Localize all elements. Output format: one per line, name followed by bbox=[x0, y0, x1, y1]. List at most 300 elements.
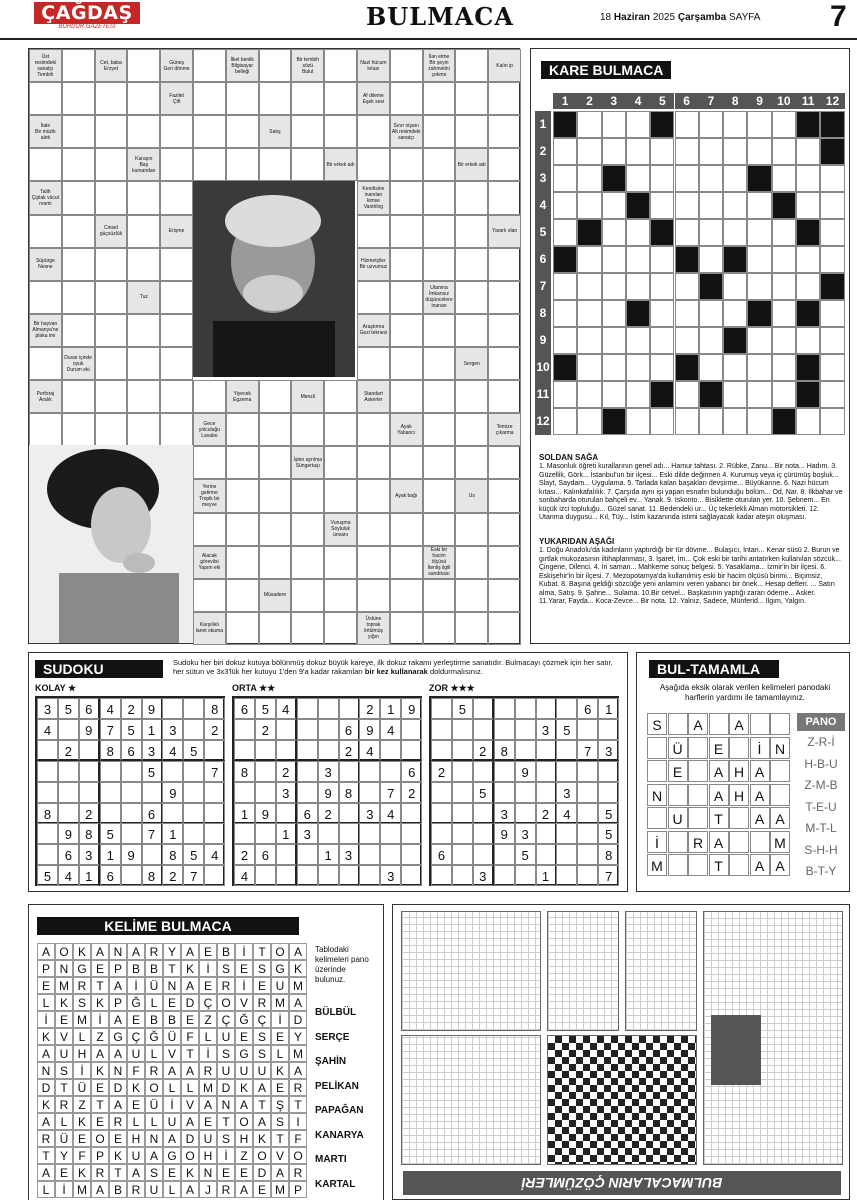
kelime-letter-cell[interactable]: K bbox=[271, 1062, 289, 1079]
kelime-letter-cell[interactable]: E bbox=[271, 1028, 289, 1045]
kare-answer-cell[interactable] bbox=[675, 111, 699, 138]
sudoku-cell[interactable] bbox=[255, 823, 276, 844]
kare-answer-cell[interactable] bbox=[699, 192, 723, 219]
crossword-answer-cell[interactable] bbox=[488, 380, 521, 413]
crossword-answer-cell[interactable] bbox=[291, 115, 324, 148]
crossword-answer-cell[interactable] bbox=[193, 115, 226, 148]
crossword-answer-cell[interactable] bbox=[62, 380, 95, 413]
sudoku-cell[interactable] bbox=[359, 865, 380, 886]
sudoku-cell[interactable] bbox=[515, 782, 536, 803]
crossword-answer-cell[interactable] bbox=[390, 148, 423, 181]
crossword-answer-cell[interactable] bbox=[455, 380, 488, 413]
kelime-letter-cell[interactable]: E bbox=[37, 977, 55, 994]
kelime-letter-cell[interactable]: L bbox=[37, 1181, 55, 1198]
kare-answer-cell[interactable] bbox=[650, 408, 674, 435]
crossword-answer-cell[interactable] bbox=[390, 248, 423, 281]
crossword-answer-cell[interactable] bbox=[455, 82, 488, 115]
kelime-letter-cell[interactable]: S bbox=[73, 994, 91, 1011]
crossword-answer-cell[interactable] bbox=[357, 479, 390, 512]
crossword-answer-cell[interactable] bbox=[488, 115, 521, 148]
crossword-answer-cell[interactable] bbox=[488, 314, 521, 347]
kelime-letter-cell[interactable]: T bbox=[181, 1045, 199, 1062]
crossword-answer-cell[interactable] bbox=[193, 579, 226, 612]
crossword-answer-cell[interactable] bbox=[95, 148, 128, 181]
sudoku-cell[interactable] bbox=[494, 844, 515, 865]
crossword-answer-cell[interactable] bbox=[357, 579, 390, 612]
sudoku-cell[interactable] bbox=[276, 719, 297, 740]
sudoku-cell[interactable] bbox=[515, 719, 536, 740]
sudoku-cell[interactable] bbox=[536, 740, 557, 761]
crossword-answer-cell[interactable] bbox=[226, 82, 259, 115]
kelime-letter-cell[interactable]: A bbox=[271, 1164, 289, 1181]
kelime-letter-cell[interactable]: A bbox=[145, 1147, 163, 1164]
sudoku-cell[interactable] bbox=[339, 823, 360, 844]
bul-tamamla-cell[interactable] bbox=[668, 784, 688, 806]
kelime-letter-cell[interactable]: U bbox=[217, 1028, 235, 1045]
kelime-letter-cell[interactable]: V bbox=[271, 1147, 289, 1164]
kare-answer-cell[interactable] bbox=[723, 381, 747, 408]
kare-answer-cell[interactable] bbox=[650, 192, 674, 219]
kare-answer-cell[interactable] bbox=[602, 381, 626, 408]
sudoku-cell[interactable] bbox=[204, 803, 225, 824]
kelime-letter-cell[interactable]: E bbox=[163, 1164, 181, 1181]
sudoku-cell[interactable] bbox=[473, 844, 494, 865]
kelime-letter-cell[interactable]: R bbox=[289, 1164, 307, 1181]
crossword-answer-cell[interactable] bbox=[259, 148, 292, 181]
kelime-letter-cell[interactable]: D bbox=[217, 1079, 235, 1096]
bul-tamamla-cell[interactable] bbox=[688, 760, 708, 782]
bul-tamamla-cell[interactable] bbox=[688, 807, 708, 829]
sudoku-cell[interactable] bbox=[515, 740, 536, 761]
kelime-letter-cell[interactable]: S bbox=[217, 1045, 235, 1062]
sudoku-cell[interactable] bbox=[452, 803, 473, 824]
kelime-letter-cell[interactable]: A bbox=[127, 1164, 145, 1181]
crossword-answer-cell[interactable] bbox=[127, 380, 160, 413]
kelime-letter-cell[interactable]: İ bbox=[127, 977, 145, 994]
sudoku-cell[interactable] bbox=[452, 844, 473, 865]
kelime-letter-cell[interactable]: M bbox=[271, 1181, 289, 1198]
sudoku-cell[interactable] bbox=[380, 844, 401, 865]
crossword-answer-cell[interactable] bbox=[423, 380, 456, 413]
kelime-letter-cell[interactable]: D bbox=[37, 1079, 55, 1096]
crossword-answer-cell[interactable] bbox=[259, 479, 292, 512]
kelime-letter-cell[interactable]: K bbox=[235, 1079, 253, 1096]
kelime-letter-cell[interactable]: R bbox=[109, 1113, 127, 1130]
crossword-answer-cell[interactable] bbox=[488, 181, 521, 214]
sudoku-cell[interactable] bbox=[276, 844, 297, 865]
crossword-answer-cell[interactable] bbox=[488, 612, 521, 645]
kelime-letter-cell[interactable]: K bbox=[73, 943, 91, 960]
kelime-letter-cell[interactable]: K bbox=[73, 1164, 91, 1181]
crossword-answer-cell[interactable] bbox=[488, 82, 521, 115]
crossword-answer-cell[interactable] bbox=[259, 82, 292, 115]
kelime-letter-cell[interactable]: F bbox=[289, 1130, 307, 1147]
sudoku-cell[interactable] bbox=[556, 823, 577, 844]
crossword-answer-cell[interactable] bbox=[259, 413, 292, 446]
kelime-letter-cell[interactable]: S bbox=[253, 1028, 271, 1045]
crossword-answer-cell[interactable] bbox=[455, 546, 488, 579]
kelime-letter-cell[interactable]: T bbox=[253, 943, 271, 960]
crossword-answer-cell[interactable] bbox=[324, 413, 357, 446]
sudoku-cell[interactable] bbox=[339, 865, 360, 886]
kelime-letter-cell[interactable]: N bbox=[145, 1130, 163, 1147]
crossword-answer-cell[interactable] bbox=[259, 612, 292, 645]
kelime-letter-cell[interactable]: Y bbox=[289, 1028, 307, 1045]
sudoku-cell[interactable] bbox=[121, 865, 142, 886]
sudoku-cell[interactable] bbox=[318, 740, 339, 761]
sudoku-cell[interactable] bbox=[37, 782, 58, 803]
crossword-answer-cell[interactable] bbox=[193, 148, 226, 181]
crossword-answer-cell[interactable] bbox=[357, 546, 390, 579]
kelime-letter-cell[interactable]: P bbox=[109, 994, 127, 1011]
sudoku-cell[interactable] bbox=[121, 803, 142, 824]
crossword-answer-cell[interactable] bbox=[160, 314, 193, 347]
sudoku-cell[interactable] bbox=[431, 803, 452, 824]
kelime-letter-cell[interactable]: G bbox=[235, 1045, 253, 1062]
kelime-letter-cell[interactable]: L bbox=[73, 1028, 91, 1045]
kare-answer-cell[interactable] bbox=[675, 273, 699, 300]
kare-answer-cell[interactable] bbox=[723, 300, 747, 327]
sudoku-cell[interactable] bbox=[598, 719, 619, 740]
kelime-letter-cell[interactable]: L bbox=[127, 1113, 145, 1130]
sudoku-cell[interactable] bbox=[58, 761, 79, 782]
crossword-answer-cell[interactable] bbox=[95, 82, 128, 115]
crossword-answer-cell[interactable] bbox=[62, 115, 95, 148]
sudoku-cell[interactable] bbox=[359, 782, 380, 803]
sudoku-cell[interactable] bbox=[162, 698, 183, 719]
kare-answer-cell[interactable] bbox=[723, 273, 747, 300]
kare-answer-cell[interactable] bbox=[820, 219, 844, 246]
kelime-letter-cell[interactable]: R bbox=[145, 943, 163, 960]
kare-answer-cell[interactable] bbox=[820, 327, 844, 354]
kelime-letter-cell[interactable]: T bbox=[271, 1130, 289, 1147]
kare-answer-cell[interactable] bbox=[650, 354, 674, 381]
sudoku-cell[interactable] bbox=[276, 865, 297, 886]
sudoku-cell[interactable] bbox=[556, 865, 577, 886]
sudoku-cell[interactable] bbox=[577, 844, 598, 865]
crossword-answer-cell[interactable] bbox=[357, 446, 390, 479]
kare-answer-cell[interactable] bbox=[796, 165, 820, 192]
crossword-answer-cell[interactable] bbox=[62, 281, 95, 314]
sudoku-cell[interactable] bbox=[204, 740, 225, 761]
kelime-letter-cell[interactable]: Ç bbox=[199, 994, 217, 1011]
kare-answer-cell[interactable] bbox=[723, 192, 747, 219]
kelime-letter-cell[interactable]: E bbox=[55, 1164, 73, 1181]
kelime-letter-cell[interactable]: Ü bbox=[145, 1096, 163, 1113]
kelime-letter-cell[interactable]: B bbox=[163, 1011, 181, 1028]
crossword-answer-cell[interactable] bbox=[488, 248, 521, 281]
kelime-letter-cell[interactable]: Z bbox=[199, 1011, 217, 1028]
sudoku-cell[interactable] bbox=[515, 803, 536, 824]
bul-tamamla-cell[interactable] bbox=[770, 760, 790, 782]
kare-answer-cell[interactable] bbox=[626, 219, 650, 246]
kelime-letter-cell[interactable]: B bbox=[109, 1181, 127, 1198]
kelime-letter-cell[interactable]: Ç bbox=[253, 1011, 271, 1028]
kare-answer-cell[interactable] bbox=[723, 408, 747, 435]
crossword-answer-cell[interactable] bbox=[488, 579, 521, 612]
bul-tamamla-cell[interactable] bbox=[770, 784, 790, 806]
sudoku-cell[interactable] bbox=[452, 719, 473, 740]
sudoku-cell[interactable] bbox=[276, 740, 297, 761]
kare-answer-cell[interactable] bbox=[577, 408, 601, 435]
sudoku-cell[interactable] bbox=[58, 782, 79, 803]
kare-answer-cell[interactable] bbox=[675, 219, 699, 246]
crossword-answer-cell[interactable] bbox=[455, 612, 488, 645]
kare-answer-cell[interactable] bbox=[675, 300, 699, 327]
kelime-letter-cell[interactable]: R bbox=[127, 1181, 145, 1198]
kelime-letter-cell[interactable]: A bbox=[253, 1113, 271, 1130]
crossword-answer-cell[interactable] bbox=[226, 513, 259, 546]
sudoku-cell[interactable] bbox=[494, 782, 515, 803]
sudoku-cell[interactable] bbox=[556, 761, 577, 782]
sudoku-cell[interactable] bbox=[297, 782, 318, 803]
kare-answer-cell[interactable] bbox=[723, 354, 747, 381]
kelime-letter-cell[interactable]: O bbox=[145, 1079, 163, 1096]
sudoku-cell[interactable] bbox=[473, 698, 494, 719]
sudoku-cell[interactable] bbox=[183, 761, 204, 782]
sudoku-cell[interactable] bbox=[380, 740, 401, 761]
kelime-letter-cell[interactable]: H bbox=[73, 1045, 91, 1062]
kare-answer-cell[interactable] bbox=[626, 138, 650, 165]
kelime-letter-cell[interactable]: R bbox=[37, 1130, 55, 1147]
sudoku-cell[interactable] bbox=[234, 719, 255, 740]
kare-answer-cell[interactable] bbox=[699, 165, 723, 192]
kelime-letter-cell[interactable]: İ bbox=[271, 1011, 289, 1028]
kelime-letter-cell[interactable]: A bbox=[181, 1113, 199, 1130]
kelime-letter-cell[interactable]: R bbox=[289, 1079, 307, 1096]
kelime-letter-cell[interactable]: T bbox=[55, 1079, 73, 1096]
crossword-answer-cell[interactable] bbox=[291, 612, 324, 645]
kare-answer-cell[interactable] bbox=[626, 273, 650, 300]
crossword-answer-cell[interactable] bbox=[455, 513, 488, 546]
kare-answer-cell[interactable] bbox=[553, 219, 577, 246]
kelime-letter-cell[interactable]: S bbox=[217, 960, 235, 977]
kare-answer-cell[interactable] bbox=[796, 246, 820, 273]
bul-tamamla-cell[interactable] bbox=[729, 831, 749, 853]
sudoku-cell[interactable] bbox=[142, 782, 163, 803]
kare-answer-cell[interactable] bbox=[602, 327, 626, 354]
kelime-letter-cell[interactable]: M bbox=[73, 1011, 91, 1028]
crossword-answer-cell[interactable] bbox=[488, 446, 521, 479]
kare-answer-cell[interactable] bbox=[602, 138, 626, 165]
kelime-letter-cell[interactable]: K bbox=[37, 1096, 55, 1113]
kelime-letter-cell[interactable]: M bbox=[289, 1045, 307, 1062]
kare-answer-cell[interactable] bbox=[820, 165, 844, 192]
crossword-answer-cell[interactable] bbox=[160, 148, 193, 181]
sudoku-cell[interactable] bbox=[121, 761, 142, 782]
crossword-answer-cell[interactable] bbox=[488, 347, 521, 380]
crossword-answer-cell[interactable] bbox=[62, 148, 95, 181]
crossword-answer-cell[interactable] bbox=[390, 546, 423, 579]
kelime-letter-cell[interactable]: O bbox=[181, 1147, 199, 1164]
kelime-letter-cell[interactable]: B bbox=[145, 960, 163, 977]
kelime-letter-cell[interactable]: E bbox=[91, 1113, 109, 1130]
kelime-letter-cell[interactable]: Ç bbox=[217, 1011, 235, 1028]
crossword-answer-cell[interactable] bbox=[455, 281, 488, 314]
kelime-letter-cell[interactable]: T bbox=[217, 1113, 235, 1130]
sudoku-cell[interactable] bbox=[494, 719, 515, 740]
bul-tamamla-cell[interactable] bbox=[688, 737, 708, 759]
crossword-answer-cell[interactable] bbox=[455, 215, 488, 248]
sudoku-cell[interactable] bbox=[121, 782, 142, 803]
crossword-answer-cell[interactable] bbox=[62, 215, 95, 248]
kelime-letter-cell[interactable]: N bbox=[163, 977, 181, 994]
kare-answer-cell[interactable] bbox=[577, 246, 601, 273]
kare-answer-cell[interactable] bbox=[772, 354, 796, 381]
kelime-letter-cell[interactable]: A bbox=[37, 1113, 55, 1130]
kelime-letter-cell[interactable]: Z bbox=[235, 1147, 253, 1164]
kare-answer-cell[interactable] bbox=[796, 138, 820, 165]
kare-answer-cell[interactable] bbox=[772, 300, 796, 327]
sudoku-cell[interactable] bbox=[255, 740, 276, 761]
crossword-answer-cell[interactable] bbox=[259, 446, 292, 479]
crossword-answer-cell[interactable] bbox=[226, 579, 259, 612]
kelime-letter-cell[interactable]: Y bbox=[55, 1147, 73, 1164]
kelime-letter-cell[interactable]: A bbox=[235, 1096, 253, 1113]
kare-answer-cell[interactable] bbox=[650, 300, 674, 327]
crossword-answer-cell[interactable] bbox=[29, 347, 62, 380]
kelime-letter-cell[interactable]: F bbox=[181, 1028, 199, 1045]
crossword-answer-cell[interactable] bbox=[324, 49, 357, 82]
sudoku-cell[interactable] bbox=[577, 719, 598, 740]
kelime-letter-cell[interactable]: A bbox=[181, 1062, 199, 1079]
sudoku-cell[interactable] bbox=[452, 782, 473, 803]
kelime-letter-cell[interactable]: B bbox=[127, 960, 145, 977]
crossword-answer-cell[interactable] bbox=[324, 579, 357, 612]
kelime-letter-cell[interactable]: A bbox=[289, 1062, 307, 1079]
kelime-letter-cell[interactable]: J bbox=[199, 1181, 217, 1198]
kelime-letter-cell[interactable]: D bbox=[253, 1164, 271, 1181]
kare-answer-cell[interactable] bbox=[650, 246, 674, 273]
kare-answer-cell[interactable] bbox=[626, 354, 650, 381]
kelime-letter-cell[interactable]: B bbox=[145, 1011, 163, 1028]
crossword-answer-cell[interactable] bbox=[226, 115, 259, 148]
crossword-answer-cell[interactable] bbox=[127, 413, 160, 446]
crossword-answer-cell[interactable] bbox=[259, 380, 292, 413]
kelime-letter-cell[interactable]: E bbox=[163, 994, 181, 1011]
kelime-letter-cell[interactable]: B bbox=[217, 943, 235, 960]
kelime-letter-cell[interactable]: R bbox=[199, 1062, 217, 1079]
crossword-answer-cell[interactable] bbox=[357, 115, 390, 148]
sudoku-cell[interactable] bbox=[318, 865, 339, 886]
crossword-answer-cell[interactable] bbox=[259, 49, 292, 82]
sudoku-cell[interactable] bbox=[401, 865, 422, 886]
kare-answer-cell[interactable] bbox=[577, 111, 601, 138]
crossword-answer-cell[interactable] bbox=[95, 413, 128, 446]
crossword-answer-cell[interactable] bbox=[488, 281, 521, 314]
kelime-letter-cell[interactable]: L bbox=[55, 1113, 73, 1130]
crossword-answer-cell[interactable] bbox=[423, 513, 456, 546]
kelime-letter-cell[interactable]: O bbox=[55, 943, 73, 960]
kare-answer-cell[interactable] bbox=[699, 354, 723, 381]
kelime-letter-cell[interactable]: K bbox=[91, 1062, 109, 1079]
kelime-letter-cell[interactable]: A bbox=[181, 943, 199, 960]
sudoku-cell[interactable] bbox=[536, 823, 557, 844]
kelime-letter-cell[interactable]: S bbox=[145, 1164, 163, 1181]
sudoku-cell[interactable] bbox=[79, 761, 100, 782]
crossword-answer-cell[interactable] bbox=[160, 380, 193, 413]
crossword-answer-cell[interactable] bbox=[390, 82, 423, 115]
kare-answer-cell[interactable] bbox=[602, 246, 626, 273]
crossword-answer-cell[interactable] bbox=[291, 479, 324, 512]
kelime-letter-cell[interactable]: U bbox=[55, 1045, 73, 1062]
kelime-letter-cell[interactable]: S bbox=[253, 1045, 271, 1062]
crossword-answer-cell[interactable] bbox=[226, 413, 259, 446]
bul-tamamla-cell[interactable] bbox=[688, 784, 708, 806]
crossword-answer-cell[interactable] bbox=[29, 281, 62, 314]
kelime-letter-cell[interactable]: S bbox=[253, 960, 271, 977]
sudoku-cell[interactable] bbox=[556, 844, 577, 865]
kelime-letter-cell[interactable]: İ bbox=[163, 1096, 181, 1113]
kelime-letter-cell[interactable]: K bbox=[127, 1079, 145, 1096]
kelime-letter-cell[interactable]: L bbox=[163, 1181, 181, 1198]
kelime-letter-cell[interactable]: O bbox=[91, 1130, 109, 1147]
kelime-letter-cell[interactable]: L bbox=[145, 1113, 163, 1130]
kare-answer-cell[interactable] bbox=[772, 165, 796, 192]
kare-answer-cell[interactable] bbox=[796, 273, 820, 300]
crossword-answer-cell[interactable] bbox=[324, 380, 357, 413]
kare-answer-cell[interactable] bbox=[723, 165, 747, 192]
sudoku-cell[interactable] bbox=[100, 803, 121, 824]
crossword-answer-cell[interactable] bbox=[127, 215, 160, 248]
bul-tamamla-cell[interactable] bbox=[688, 854, 708, 876]
sudoku-cell[interactable] bbox=[276, 803, 297, 824]
kare-answer-cell[interactable] bbox=[553, 381, 577, 408]
crossword-answer-cell[interactable] bbox=[423, 148, 456, 181]
sudoku-cell[interactable] bbox=[318, 698, 339, 719]
kelime-letter-cell[interactable]: Z bbox=[73, 1096, 91, 1113]
crossword-answer-cell[interactable] bbox=[455, 181, 488, 214]
kelime-letter-cell[interactable]: K bbox=[181, 960, 199, 977]
sudoku-cell[interactable] bbox=[556, 698, 577, 719]
bul-tamamla-cell[interactable] bbox=[647, 760, 667, 782]
crossword-answer-cell[interactable] bbox=[423, 314, 456, 347]
crossword-answer-cell[interactable] bbox=[193, 446, 226, 479]
sudoku-cell[interactable] bbox=[401, 803, 422, 824]
kare-answer-cell[interactable] bbox=[747, 354, 771, 381]
kelime-letter-cell[interactable]: L bbox=[163, 1079, 181, 1096]
kare-answer-cell[interactable] bbox=[699, 246, 723, 273]
kelime-letter-cell[interactable]: E bbox=[235, 960, 253, 977]
bul-tamamla-cell[interactable] bbox=[729, 737, 749, 759]
kelime-letter-cell[interactable]: A bbox=[127, 943, 145, 960]
crossword-answer-cell[interactable] bbox=[226, 546, 259, 579]
crossword-answer-cell[interactable] bbox=[95, 380, 128, 413]
crossword-answer-cell[interactable] bbox=[324, 115, 357, 148]
crossword-answer-cell[interactable] bbox=[423, 612, 456, 645]
kelime-letter-cell[interactable]: İ bbox=[199, 960, 217, 977]
kelime-letter-cell[interactable]: İ bbox=[55, 1181, 73, 1198]
sudoku-cell[interactable] bbox=[431, 740, 452, 761]
sudoku-cell[interactable] bbox=[234, 823, 255, 844]
crossword-answer-cell[interactable] bbox=[324, 612, 357, 645]
kare-answer-cell[interactable] bbox=[772, 246, 796, 273]
crossword-answer-cell[interactable] bbox=[324, 446, 357, 479]
kelime-letter-cell[interactable]: E bbox=[253, 977, 271, 994]
sudoku-cell[interactable] bbox=[339, 761, 360, 782]
kare-answer-cell[interactable] bbox=[577, 300, 601, 327]
kare-answer-cell[interactable] bbox=[602, 219, 626, 246]
sudoku-cell[interactable] bbox=[494, 865, 515, 886]
kelime-letter-cell[interactable]: O bbox=[289, 1147, 307, 1164]
kelime-letter-cell[interactable]: Ğ bbox=[235, 1011, 253, 1028]
kare-answer-cell[interactable] bbox=[675, 327, 699, 354]
kelime-letter-cell[interactable]: U bbox=[163, 1113, 181, 1130]
kelime-letter-cell[interactable]: D bbox=[289, 1011, 307, 1028]
kelime-letter-cell[interactable]: U bbox=[235, 1062, 253, 1079]
sudoku-cell[interactable] bbox=[297, 698, 318, 719]
crossword-answer-cell[interactable] bbox=[160, 281, 193, 314]
